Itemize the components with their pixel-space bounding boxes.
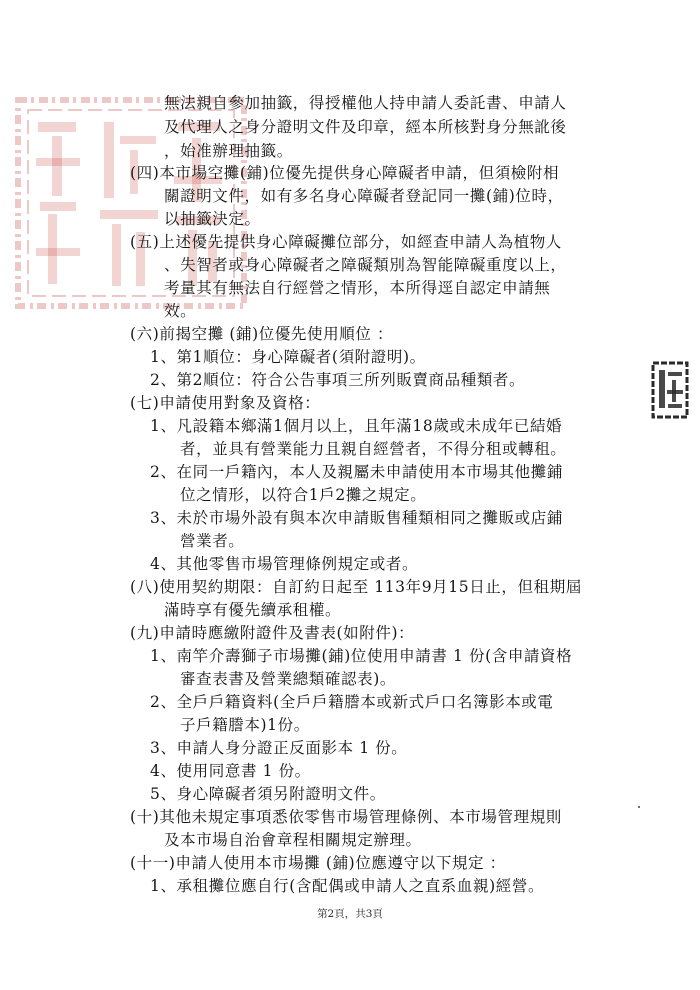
item-5-heading: (五)上述優先提供身心障礙攤位部分，如經查申請人為植物人 (130, 233, 562, 251)
item-4-heading: (四)本市場空攤(鋪)位優先提供身心障礙者申請，但須檢附相 (130, 164, 560, 182)
item-9-heading: (九)申請時應繳附證件及書表(如附件)： (130, 624, 415, 642)
text-line: 考量其有無法自行經營之情形，本所得逕自認定申請無 (164, 279, 551, 297)
text-line: 及本市場自治會章程相關規定辦理。 (164, 831, 422, 849)
text-line: 及代理人之身分證明文件及印章，經本所核對身分無訛後 (164, 118, 567, 136)
text-line: 滿時享有優先續承租權。 (164, 601, 342, 619)
item-6-heading: (六)前揭空攤 (鋪)位優先使用順位 ： (130, 325, 394, 343)
item-11-heading: (十一)申請人使用本市場攤 (鋪)位應遵守以下規定 ： (130, 854, 506, 872)
text-line: ，始准辦理抽籤。 (164, 142, 293, 160)
item-10-heading: (十)其他未規定事項悉依零售市場管理條例、本市場管理規則 (130, 808, 562, 826)
sub-item: 4、其他零售市場管理條例規定或者。 (150, 555, 419, 573)
sub-item: 4、使用同意書 1 份。 (150, 762, 311, 780)
text-line: 、失智者或身心障礙者之障礙類別為智能障礙重度以上， (164, 256, 567, 274)
sub-item: 2、第2順位：符合公告事項三所列販賣商品種類者。 (150, 371, 526, 389)
text-line: 營業者。 (180, 532, 245, 550)
sub-item: 1、凡設籍本鄉滿1個月以上，且年滿18歲或未成年已結婚 (150, 417, 563, 435)
sub-item: 3、未於市場外設有與本次申請販售種類相同之攤販或店鋪 (150, 509, 563, 527)
seam-stamp (650, 360, 690, 420)
scan-speck (638, 806, 640, 808)
text-line: 子戶籍謄本)1份。 (180, 716, 310, 734)
sub-item: 1、南竿介壽獅子市場攤(鋪)位使用申請書 1 份(含申請資格 (150, 647, 573, 665)
sub-item: 1、承租攤位應自行(含配偶或申請人之直系血親)經營。 (150, 877, 545, 895)
sub-item: 3、申請人身分證正反面影本 1 份。 (150, 739, 408, 757)
sub-item: 2、在同一戶籍內，本人及親屬未申請使用本市場其他攤鋪 (150, 463, 563, 481)
text-line: 審查表書及營業總類確認表)。 (180, 670, 396, 688)
sub-item: 2、全戶戶籍資料(全戶戶籍謄本或新式戶口名簿影本或電 (150, 693, 554, 711)
text-line: 關證明文件，如有多名身心障礙者登記同一攤(鋪)位時， (164, 187, 564, 205)
item-7-heading: (七)申請使用對象及資格： (130, 394, 321, 412)
text-line: 以抽籤決定。 (164, 210, 261, 228)
text-line: 位之情形，以符合1戶2攤之規定。 (180, 486, 427, 504)
page-footer: 第2頁，共3頁 (317, 908, 383, 920)
item-8-heading: (八)使用契約期限：自訂約日起至 113年9月15日止，但租期屆 (130, 578, 582, 596)
sub-item: 5、身心障礙者須另附證明文件。 (150, 785, 386, 803)
text-line: 效。 (164, 302, 197, 320)
text-line: 者，並具有營業能力且親自經營者，不得分租或轉租。 (180, 440, 567, 458)
text-line: 無法親自參加抽籤，得授權他人持申請人委託書、申請人 (164, 94, 567, 112)
sub-item: 1、第1順位：身心障礙者(須附證明)。 (150, 348, 426, 366)
